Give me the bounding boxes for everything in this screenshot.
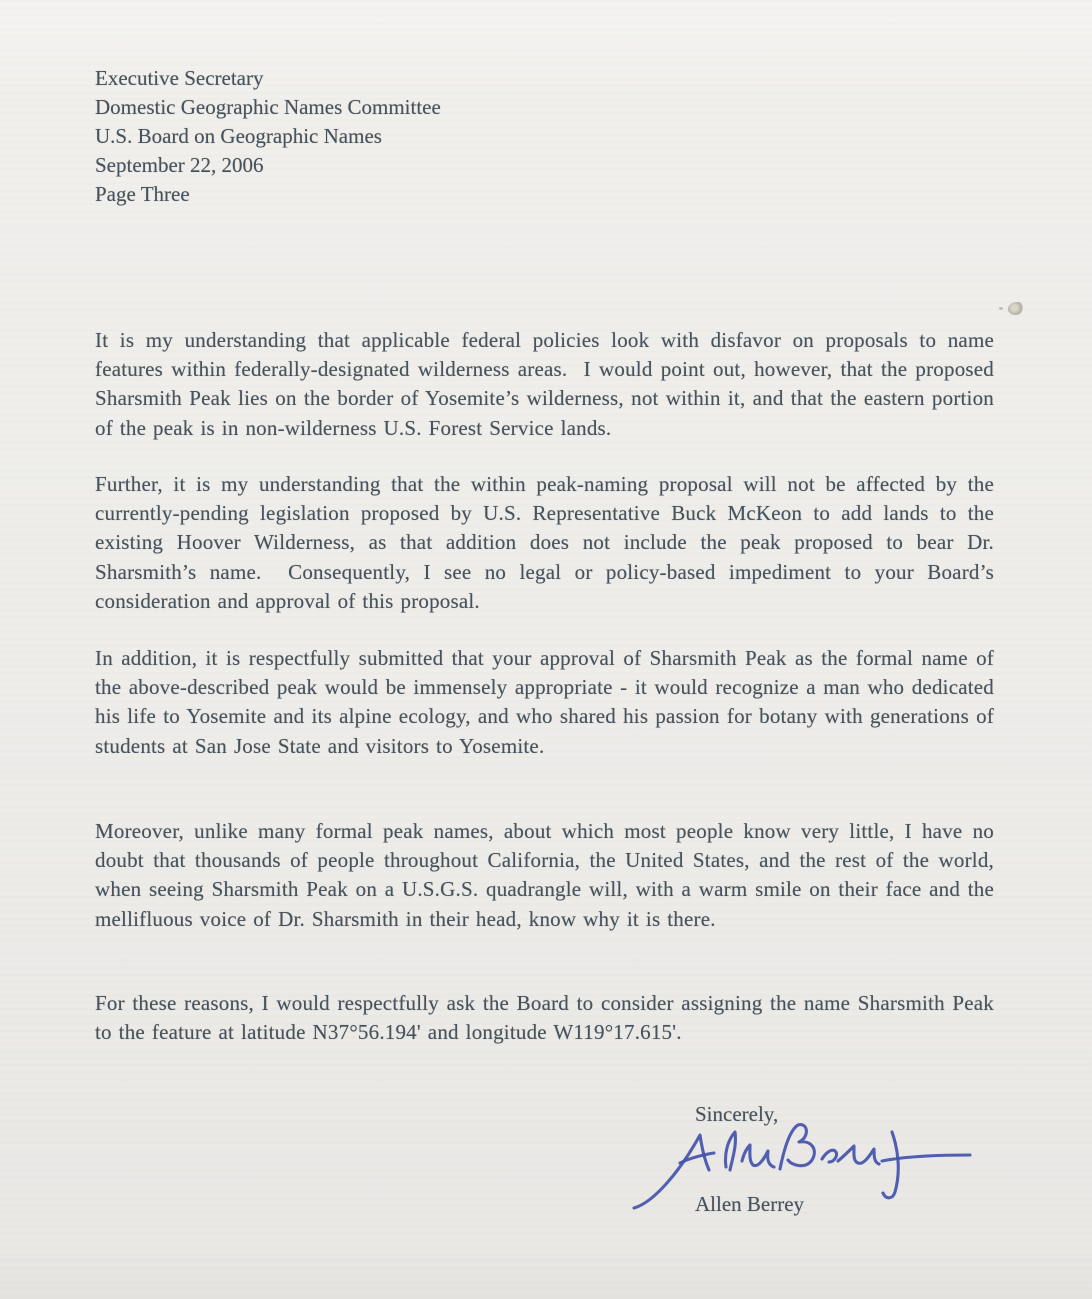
letter-date: September 22, 2006 (95, 153, 264, 177)
paper-smudge (1008, 302, 1024, 315)
recipient-board: U.S. Board on Geographic Names (95, 124, 382, 148)
paragraph-request: For these reasons, I would respectfully ask the Board to consider assigning the name Sharsmith Peak to the feature at latitude N37°56.194' and longitude W119°17.615'. (95, 991, 1001, 1045)
recipient-title: Executive Secretary (95, 66, 264, 90)
letterhead-block (95, 64, 795, 209)
paper-dot (999, 307, 1003, 310)
page-number-line: Page Three (95, 182, 190, 206)
paragraph-recognition: Moreover, unlike many formal peak names, about which most people know very little, I have no doubt that thousands of people throughout California, the United States, and the rest of the world, when seeing Sharsmith Peak on a U.S.G.S. quadrangle will, with a warm smile on their face and the mellifluous voice of Dr. Sharsmith in their head, know why it is there. (95, 819, 1001, 931)
paragraph-pending-legislation: Further, it is my understanding that the within peak-naming proposal will not be affected by the currently-pending legislation proposed by U.S. Representative Buck McKeon to add lands to the existing Hoover Wilderness, as that addition does not include the peak proposed to bear Dr. Sharsmith’s name. Consequently, I see no legal or policy-based impediment to your Board’s consideration and approval of this proposal. (95, 472, 1001, 613)
recipient-committee: Domestic Geographic Names Committee (95, 95, 441, 119)
signature-image (620, 1113, 1000, 1215)
handwritten-signature-icon (620, 1113, 1000, 1215)
paragraph-appropriateness: In addition, it is respectfully submitted that your approval of Sharsmith Peak as the formal name of the above-described peak would be immensely appropriate - it would recognize a man who dedicated his life to Yosemite and its alpine ecology, and who shared his passion for botany with generations of students at San Jose State and visitors to Yosemite. (95, 646, 1001, 758)
signature-name: Allen Berrey (695, 1192, 805, 1216)
closing-salutation: Sincerely, (695, 1102, 779, 1126)
paragraph-wilderness-policy: It is my understanding that applicable federal policies look with disfavor on proposals to name features within federally-designated wilderness areas. I would point out, however, that the proposed Sharsmith Peak lies on the border of Yosemite’s wilderness, not within it, and that the eastern portion of the peak is in non-wilderness U.S. Forest Service lands. (95, 328, 1001, 440)
